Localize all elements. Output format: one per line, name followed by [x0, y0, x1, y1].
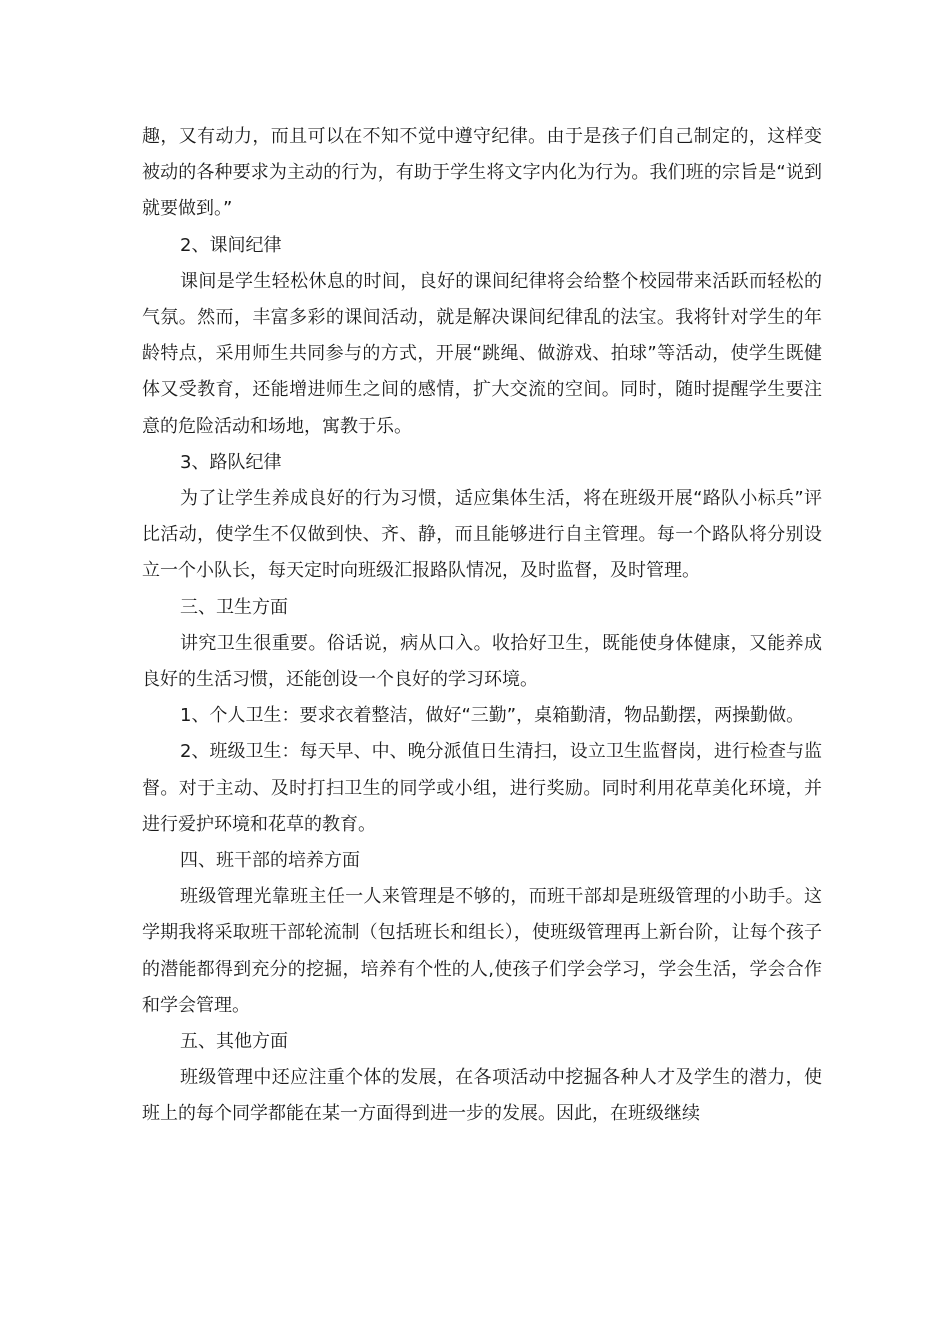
- paragraph-class-cadre: 班级管理光靠班主任一人来管理是不够的，而班干部却是班级管理的小助手。这学期我将采取班干部轮流制（包括班长和组长），使班级管理再上新台阶，让每个孩子的潜能都得到充分的挖掘，培养有个性的人,使孩子们学会学习，学会生活，学会合作和学会管理。: [142, 886, 822, 1016]
- paragraph-break-discipline: 课间是学生轻松休息的时间，良好的课间纪律将会给整个校园带来活跃而轻松的气氛。然而，丰富多彩的课间活动，就是解决课间纪律乱的法宝。我将针对学生的年龄特点，采用师生共同参与的方式，开展“跳绳、做游戏、拍球”等活动，使学生既健体又受教育，还能增进师生之间的感情，扩大交流的空间。同时，随时提醒学生要注意的危险活动和场地，寓教于乐。: [142, 270, 822, 437]
- document-body: [142, 119, 822, 1133]
- heading-line-discipline: 3、路队纪律: [180, 451, 282, 473]
- heading-class-cadre: 四、班干部的培养方面: [180, 850, 360, 872]
- heading-other: 五、其他方面: [180, 1031, 288, 1053]
- paragraph-line-discipline: 为了让学生养成良好的行为习惯，适应集体生活，将在班级开展“路队小标兵”评比活动，使学生不仅做到快、齐、静，而且能够进行自主管理。每一个路队将分别设立一个小队长，每天定时向班级汇报路队情况，及时监督，及时管理。: [142, 488, 822, 582]
- paragraph-continuation: 趣，又有动力，而且可以在不知不觉中遵守纪律。由于是孩子们自己制定的，这样变被动的各种要求为主动的行为，有助于学生将文字内化为行为。我们班的宗旨是“说到就要做到。”: [142, 126, 822, 220]
- paragraph-other: 班级管理中还应注重个体的发展，在各项活动中挖掘各种人才及学生的潜力，使班上的每个同学都能在某一方面得到进一步的发展。因此，在班级继续: [142, 1067, 822, 1125]
- paragraph-class-hygiene: 2、班级卫生：每天早、中、晚分派值日生清扫，设立卫生监督岗，进行检查与监督。对于主动、及时打扫卫生的同学或小组，进行奖励。同时利用花草美化环境，并进行爱护环境和花草的教育。: [142, 741, 822, 835]
- heading-hygiene: 三、卫生方面: [180, 596, 288, 618]
- paragraph-personal-hygiene: 1、个人卫生：要求衣着整洁，做好“三勤”，桌箱勤清，物品勤摆，两操勤做。: [180, 705, 805, 727]
- heading-break-discipline: 2、课间纪律: [180, 234, 282, 256]
- paragraph-hygiene-intro: 讲究卫生很重要。俗话说，病从口入。收拾好卫生，既能使身体健康，又能养成良好的生活习惯，还能创设一个良好的学习环境。: [142, 632, 822, 691]
